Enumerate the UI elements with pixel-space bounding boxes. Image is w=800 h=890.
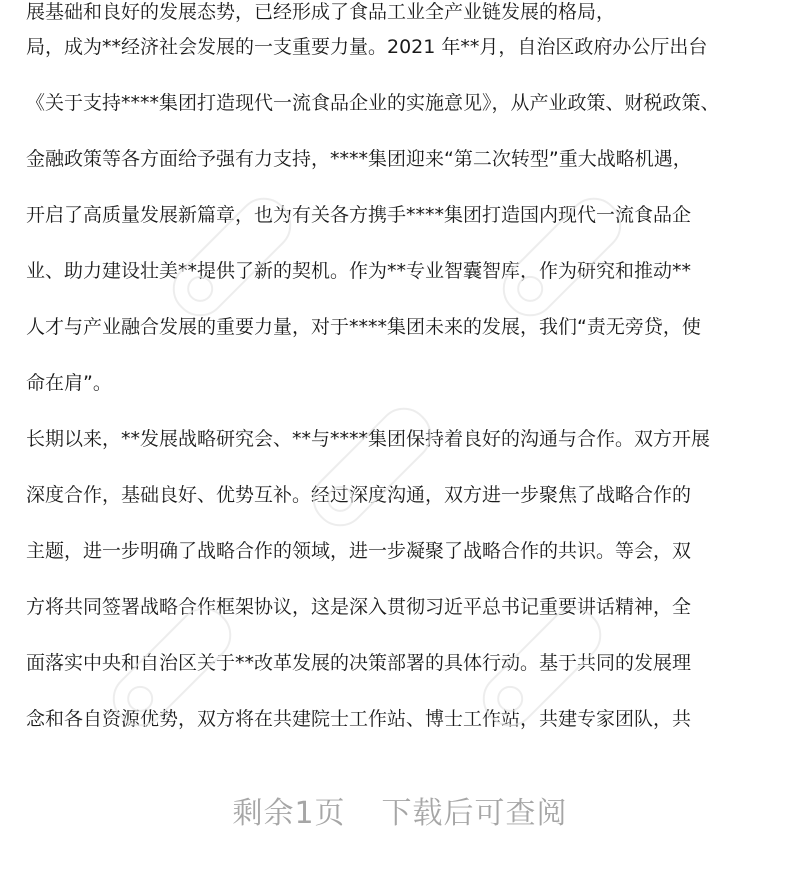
download-prompt-banner[interactable]	[0, 792, 800, 836]
text-line-12: 方将共同签署战略合作框架协议，这是深入贯彻习近平总书记重要讲话精神，全	[26, 596, 692, 618]
text-line-5: 开启了高质量发展新篇章，也为有关各方携手****集团打造国内现代一流食品企	[26, 204, 692, 226]
text-line-3: 《关于支持****集团打造现代一流食品企业的实施意见》，从产业政策、财税政策、	[26, 92, 720, 114]
text-line-8: 命在肩”。	[26, 372, 112, 394]
text-line-4: 金融政策等各方面给予强有力支持，****集团迎来“第二次转型”重大战略机遇，	[26, 148, 692, 170]
remaining-pages-label[interactable]: 剩余1页	[232, 796, 346, 831]
document-body	[26, 0, 778, 760]
text-line-1: 展基础和良好的发展态势，已经形成了食品工业全产业链发展的格局，	[26, 1, 616, 23]
download-to-view-label[interactable]: 下载后可查阅	[381, 796, 568, 831]
text-line-14: 念和各自资源优势，双方将在共建院士工作站、博士工作站，共建专家团队，共	[26, 708, 692, 730]
text-line-10: 深度合作，基础良好、优势互补。经过深度沟通，双方进一步聚焦了战略合作的	[26, 484, 692, 506]
text-line-11: 主题，进一步明确了战略合作的领域，进一步凝聚了战略合作的共识。等会，双	[26, 540, 692, 562]
text-line-7: 人才与产业融合发展的重要力量，对于****集团未来的发展，我们“责无旁贷，使	[26, 316, 701, 338]
text-line-13: 面落实中央和自治区关于**改革发展的决策部署的具体行动。基于共同的发展理	[26, 652, 692, 674]
text-line-6: 业、助力建设壮美**提供了新的契机。作为**专业智囊智库，作为研究和推动**	[26, 260, 692, 282]
text-line-2: 局，成为**经济社会发展的一支重要力量。2021 年**月，自治区政府办公厅出台	[26, 36, 708, 58]
text-line-9: 长期以来，**发展战略研究会、**与****集团保持着良好的沟通与合作。双方开展	[26, 428, 711, 450]
